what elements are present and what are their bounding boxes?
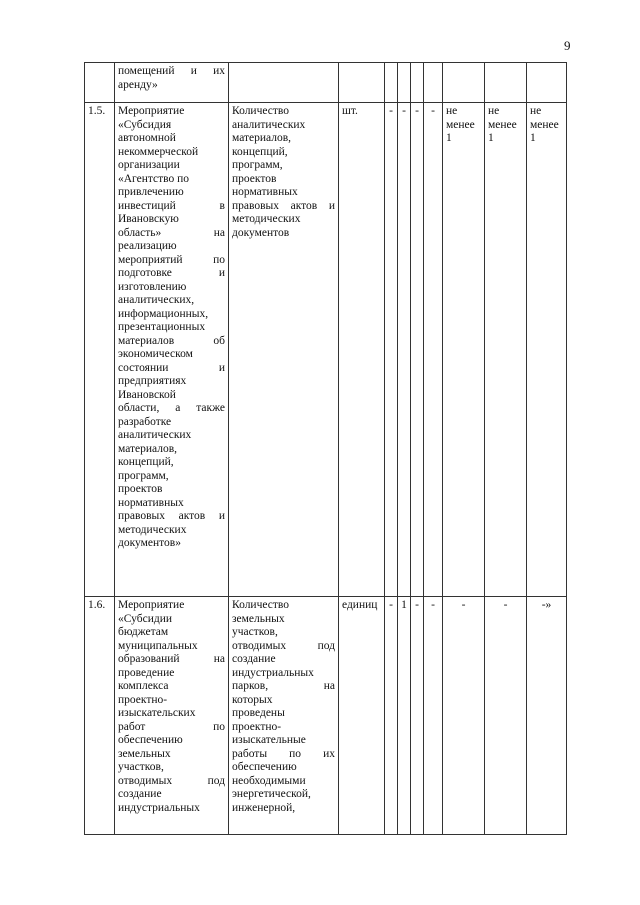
text-line: предприятиях [118, 375, 187, 387]
text-line: «Агентство по [118, 172, 190, 185]
text-line: проведены [232, 707, 285, 719]
text-line: менее [446, 118, 475, 131]
text-line: индустриальных [118, 801, 200, 814]
text-line: проектно- [232, 720, 282, 733]
text-line: обеспечению [232, 761, 297, 773]
year-value-cell: - [411, 103, 424, 597]
text-line: парков, на [232, 680, 335, 692]
event-cell [115, 103, 229, 597]
text-line: изготовлению [118, 280, 187, 293]
text-line: нормативных [232, 186, 298, 198]
text-line: документов» [118, 537, 181, 549]
row-number: 1.6. [85, 597, 115, 835]
text-line: земельных [232, 612, 285, 625]
text-line: аналитических [232, 118, 306, 131]
year-value-cell [424, 63, 443, 103]
text-line: Количество [232, 105, 289, 117]
year-value-cell: - [411, 597, 424, 835]
text-line: отводимых под [118, 774, 225, 787]
text-line: участков, [232, 626, 278, 638]
target-value-cell [443, 63, 485, 103]
text-line: экономическом [118, 348, 193, 360]
text-line: работ по [118, 720, 225, 733]
text-line: 1 [530, 132, 536, 144]
year-value-cell [385, 63, 398, 103]
text-line: комплекса [118, 680, 169, 692]
text-line: создание [118, 788, 162, 800]
text-line: «Субсидия [118, 118, 172, 131]
indicator-cell [229, 597, 339, 835]
text-line: информационных, [118, 307, 209, 320]
indicator-cell [229, 63, 339, 103]
target-value-cell: - [485, 597, 527, 835]
text-line: проектов [118, 483, 163, 495]
text-line: правовых актов и [232, 199, 335, 212]
text-line: концепций, [232, 145, 288, 158]
target-value-cell [485, 63, 527, 103]
text-line: Мероприятие [118, 599, 185, 611]
text-line: необходимыми [232, 774, 306, 787]
year-value-cell [398, 63, 411, 103]
text-line: обеспечению [118, 734, 183, 746]
text-line: программ, [118, 469, 169, 482]
target-value-cell: - [443, 597, 485, 835]
text-line: проектно- [118, 693, 168, 706]
text-line: проектов [232, 172, 277, 185]
text-line: проведение [118, 666, 175, 679]
row-number [85, 63, 115, 103]
text-line: менее [530, 118, 559, 131]
year-value-cell: - [424, 597, 443, 835]
text-line: муниципальных [118, 639, 198, 652]
text-line: презентационных [118, 321, 206, 333]
text-line: подготовке и [118, 267, 225, 279]
year-value-cell: - [385, 597, 398, 835]
text-line: некоммерческой [118, 145, 199, 158]
text-line: изыскательских [118, 707, 196, 719]
text-line: мероприятий по [118, 253, 225, 266]
text-line: автономной [118, 132, 176, 144]
text-line: концепций, [118, 456, 174, 468]
text-line: аналитических [118, 429, 192, 441]
text-line: индустриальных [232, 666, 314, 679]
unit-cell: единиц [339, 597, 385, 835]
text-line: образований на [118, 653, 225, 665]
text-line: привлечению [118, 186, 184, 198]
text-line: Мероприятие [118, 105, 185, 117]
text-line: программ, [232, 159, 283, 171]
text-line: материалов об [118, 334, 225, 347]
text-line: которых [232, 693, 273, 706]
indicator-cell [229, 103, 339, 597]
table-row [85, 63, 567, 103]
text-line: «Субсидии [118, 612, 173, 625]
text-line: менее [488, 118, 517, 131]
target-value-cell [527, 103, 567, 597]
text-line: Ивановской [118, 388, 176, 401]
text-line: Количество [232, 599, 289, 611]
event-cell [115, 63, 229, 103]
text-line: организации [118, 159, 180, 171]
text-line: область» на [118, 226, 225, 239]
text-line: не [530, 105, 542, 117]
text-line: методических [118, 523, 187, 536]
text-line: аренду» [118, 78, 158, 91]
text-line: аналитических, [118, 294, 195, 306]
target-value-cell: -» [527, 597, 567, 835]
text-line: 1 [446, 132, 452, 144]
text-line: помещений и их [118, 65, 225, 77]
text-line: области, а также [118, 402, 225, 414]
text-line: нормативных [118, 496, 184, 509]
target-value-cell [443, 103, 485, 597]
text-line: инвестиций в [118, 199, 225, 212]
year-value-cell: - [398, 103, 411, 597]
event-cell [115, 597, 229, 835]
text-line: отводимых под [232, 639, 335, 652]
text-line: Ивановскую [118, 213, 179, 225]
text-line: реализацию [118, 240, 177, 252]
target-value-cell [527, 63, 567, 103]
text-line: изыскательные [232, 734, 306, 746]
row-number: 1.5. [85, 103, 115, 597]
year-value-cell: - [424, 103, 443, 597]
program-table [84, 62, 567, 835]
text-line: бюджетам [118, 626, 169, 638]
text-line: материалов, [118, 442, 178, 455]
table-row [85, 597, 567, 835]
text-line: состоянии и [118, 361, 225, 374]
text-line: не [488, 105, 500, 117]
text-line: методических [232, 213, 301, 225]
page-number: 9 [564, 38, 571, 53]
text-line: не [446, 105, 458, 117]
text-line: земельных [118, 747, 171, 760]
text-line: разработке [118, 415, 172, 428]
year-value-cell: - [385, 103, 398, 597]
year-value-cell [411, 63, 424, 103]
table-row [85, 103, 567, 597]
year-value-cell: 1 [398, 597, 411, 835]
text-line: 1 [488, 132, 494, 144]
unit-cell: шт. [339, 103, 385, 597]
text-line: работы по их [232, 747, 335, 760]
text-line: энергетической, [232, 788, 311, 800]
text-line: создание [232, 653, 276, 665]
text-line: инженерной, [232, 801, 296, 814]
text-line: материалов, [232, 132, 292, 144]
text-line: документов [232, 226, 290, 239]
unit-cell [339, 63, 385, 103]
target-value-cell [485, 103, 527, 597]
text-line: участков, [118, 761, 164, 773]
text-line: правовых актов и [118, 510, 225, 522]
